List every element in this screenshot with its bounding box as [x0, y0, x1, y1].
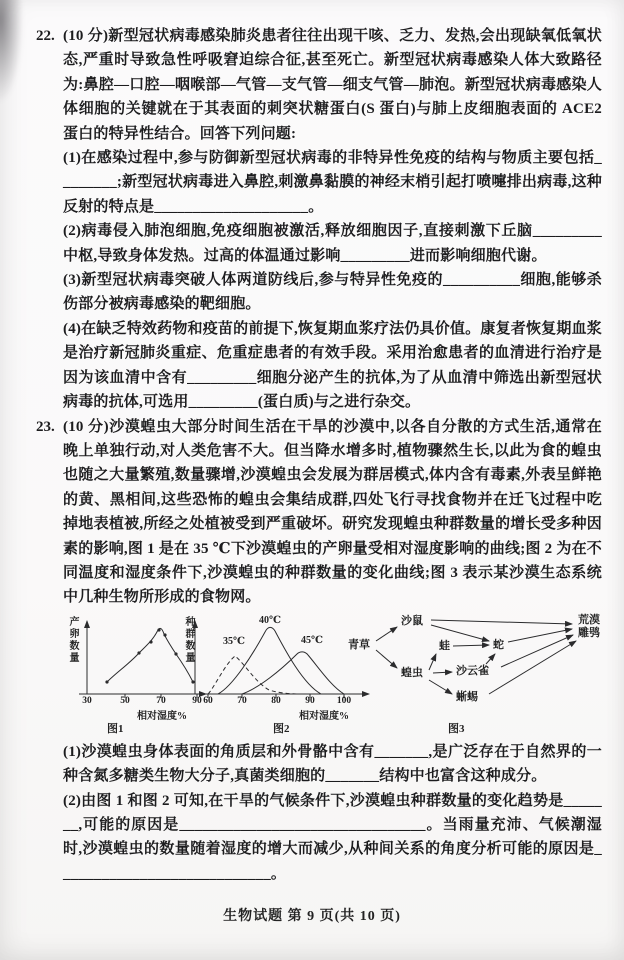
- fig2-curve-45c: [242, 652, 344, 694]
- fig2-y-axis-label: 种群数量: [183, 615, 194, 664]
- question-22-part-2: (2)病毒侵入肺泡细胞,免疫细胞被激活,释放细胞因子,直接刺激下丘脑_________中枢,导致身体发热。过高的体温通过影响_________进而影响细胞代谢。: [63, 223, 602, 264]
- fig2-xtick-80: 80: [271, 695, 281, 706]
- question-22: [36, 24, 602, 415]
- page-footer: 生物试题 第 9 页(共 10 页): [223, 909, 401, 924]
- fig1-caption: 图1: [107, 722, 124, 735]
- fig3-node-sand-lark: 沙云雀: [456, 664, 489, 677]
- fig1-xtick-50: 50: [120, 695, 130, 706]
- fig2-caption: 图2: [273, 722, 290, 735]
- figures-row: [63, 612, 602, 738]
- page-content: [36, 24, 602, 886]
- fig3-node-desert-owl: 荒漠雕鸮: [578, 613, 600, 639]
- fig3-caption: 图3: [448, 722, 465, 735]
- fig2-curve-label-40c: 40℃: [259, 614, 281, 626]
- fig2-curve-label-45c: 45℃: [301, 634, 323, 646]
- question-23-intro: (10 分)沙漠蝗虫大部分时间生活在干旱的沙漠中,以各自分散的方式生活,通常在晚上单独行动,对人类危害不大。但当降水增多时,植物骤然生长,以此为食的蝗虫也随之大量繁殖,数量骤增,沙漠蝗虫会发展为群居模式,体内含有毒素,外表呈鲜艳的黄、黑相间,这些恐怖的蝗虫会集结成群,四处飞行寻找食物并在迁飞过程中吃掉地表植被,所经之处植被受到严重破坏。研究发现蝗虫种群数量的增长受多种因素的影响,图 1 是在 35 ℃下沙漠蝗虫的产卵量受相对湿度影响的曲线;图 2 为在不同温度和湿度条件下,沙漠蝗虫的种群数量的变化曲线;图 3 表示某沙漠生态系统中几种生物所形成的食物网。: [63, 418, 602, 606]
- fig2-xtick-60: 60: [203, 695, 213, 706]
- fig1-xtick-90: 90: [192, 695, 202, 706]
- fig3-node-locust: 蝗虫: [401, 666, 423, 679]
- fig3-node-snake: 蛇: [493, 638, 504, 651]
- fig1-xtick-70: 70: [156, 695, 166, 706]
- scan-smudge: [0, 0, 24, 106]
- question-22-part-3: (3)新型冠状病毒突破人体两道防线后,参与特异性免疫的__________细胞,能够杀伤部分被病毒感染的靶细胞。: [63, 272, 602, 313]
- fig2-xtick-70: 70: [237, 695, 247, 706]
- fig3-edges: [376, 620, 576, 694]
- fig3-node-lizard: 蜥蜴: [456, 690, 478, 703]
- fig3-node-sand-rat: 沙鼠: [401, 614, 423, 627]
- fig3-node-grass: 青草: [348, 638, 370, 651]
- question-22-intro: (10 分)新型冠状病毒感染肺炎患者往往出现干咳、乏力、发热,会出现缺氧低氧状态,严重时导致急性呼吸窘迫综合征,甚至死亡。新型冠状病毒感染人体大致路径为:鼻腔—口腔—咽喉部—气管—支气管—细支气管—肺泡。新型冠状病毒感染人体细胞的关键就在于其表面的刺突状糖蛋白(S 蛋白)与肺上皮细胞表面的 ACE2 蛋白的特异性结合。回答下列问题:: [63, 28, 602, 142]
- question-22-number: 22.: [36, 28, 55, 44]
- fig2-xtick-100: 100: [336, 695, 352, 706]
- question-22-part-1: (1)在感染过程中,参与防御新型冠状病毒的非特异性免疫的结构与物质主要包括________;新型冠状病毒进入鼻腔,刺激鼻黏膜的神经末梢引起打喷嚏排出病毒,这种反射的特点是____________________。: [63, 150, 602, 215]
- question-23-part-1: (1)沙漠蝗虫身体表面的角质层和外骨骼中含有_______,是广泛存在于自然界的一种含氮多糖类生物大分子,真菌类细胞的_______结构中也富含这种成分。: [63, 743, 602, 785]
- fig1-y-axis-label: 产卵数量: [67, 615, 78, 664]
- question-23: [36, 415, 602, 887]
- fig1-xtick-30: 30: [82, 695, 92, 706]
- question-22-part-4: (4)在缺乏特效药物和疫苗的前提下,恢复期血浆疗法仍具价值。康复者恢复期血浆是治疗新冠肺炎重症、危重症患者的有效手段。采用治愈患者的血清进行治疗是因为该血清中含有_________细胞分泌产生的抗体,为了从血清中筛选出新型冠状病毒的抗体,可选用_________(蛋白质)与之进行杂交。: [63, 320, 602, 411]
- question-23-number: 23.: [36, 418, 55, 435]
- figure-3: [343, 612, 607, 738]
- fig2-xtick-90: 90: [305, 695, 315, 706]
- fig3-node-frog: 蛙: [439, 639, 450, 652]
- fig1-x-axis-label: 相对湿度%: [137, 710, 187, 722]
- fig2-curve-label-35c: 35℃: [223, 635, 245, 647]
- question-23-part-2: (2)由图 1 和图 2 可知,在干旱的气候条件下,沙漠蝗虫种群数量的变化趋势是_______,可能的原因是________________________________。当雨量充沛、气候潮湿时,沙漠蝗虫的数量随着湿度的增大而减少,从种间关系的角度分析可能的原因是____________________________。: [63, 792, 602, 882]
- fig2-x-axis-label: 相对湿度%: [299, 710, 349, 722]
